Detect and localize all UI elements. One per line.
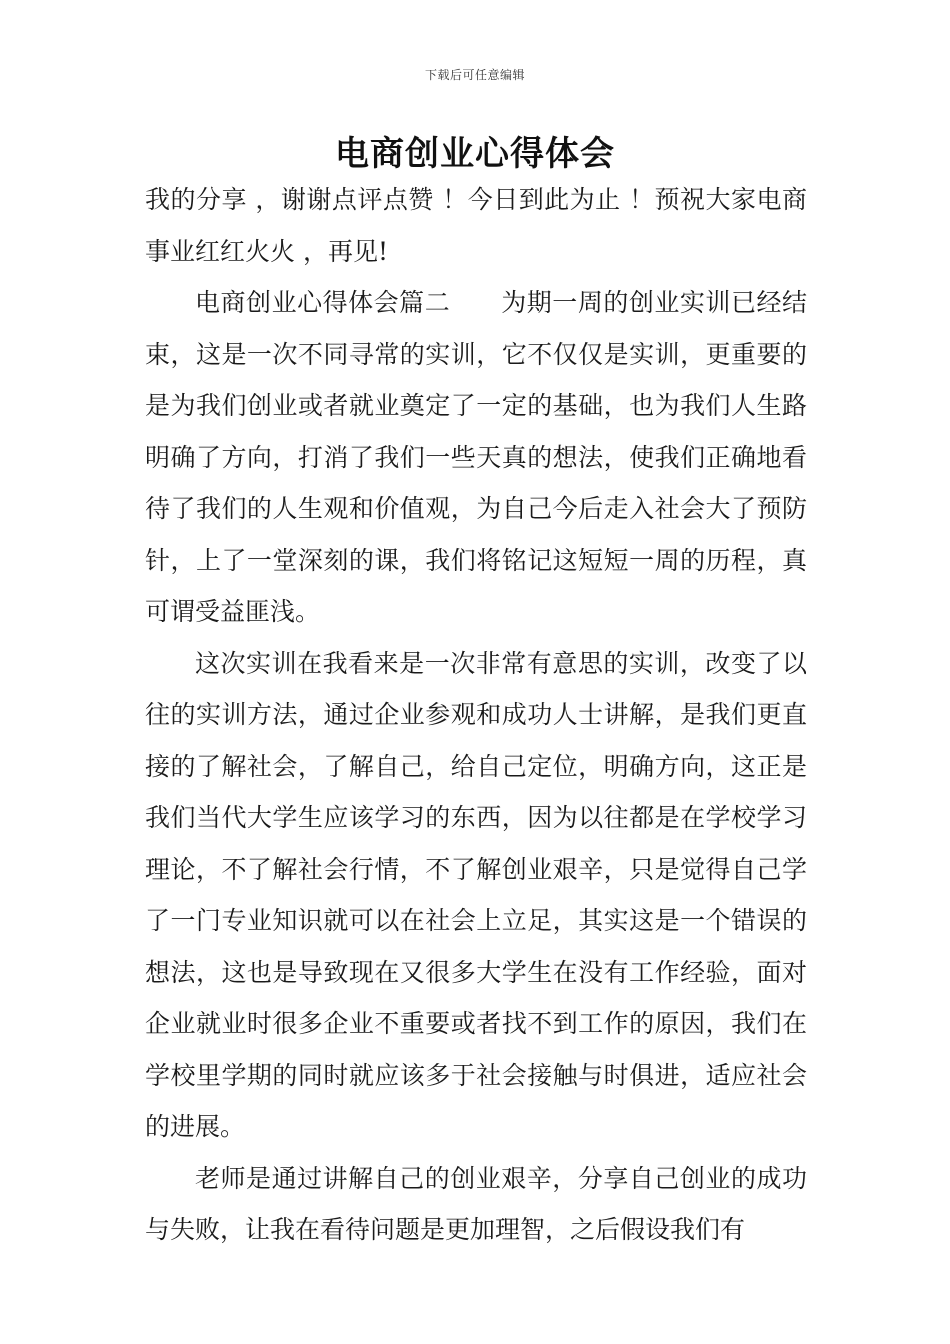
- paragraph-3: 这次实训在我看来是一次非常有意思的实训，改变了以往的实训方法，通过企业参观和成功人士讲解，是我们更直接的了解社会，了解自己，给自己定位，明确方向，这正是我们当代大学生应该学习的东西，因为以往都是在学校学习理论，不了解社会行情，不了解创业艰辛，只是觉得自己学了一门专业知识就可以在社会上立足，其实这是一个错误的想法，这也是导致现在又很多大学生在没有工作经验，面对企业就业时很多企业不重要或者找不到工作的原因，我们在学校里学期的同时就应该多于社会接触与时俱进，适应社会的进展。: [145, 648, 807, 1141]
- header-note: 下载后可任意编辑: [424, 68, 525, 82]
- paragraph-2: 电商创业心得体会篇二 为期一周的创业实训已经结束，这是一次不同寻常的实训，它不仅仅是实训，更重要的是为我们创业或者就业奠定了一定的基础，也为我们人生路明确了方向，打消了我们一些天真的想法，使我们正确地看待了我们的人生观和价值观，为自己今后走入社会大了预防针，上了一堂深刻的课，我们将铭记这短短一周的历程，真可谓受益匪浅。: [145, 288, 807, 626]
- document-title: 电商创业心得体会: [335, 134, 615, 174]
- paragraph-4: 老师是通过讲解自己的创业艰辛，分享自己创业的成功与失败，让我在看待问题是更加理智，之后假设我们有: [145, 1163, 807, 1244]
- paragraph-1: 我的分享 ，谢谢点评点赞 ！今日到此为止 ！预祝大家电商事业红红火火 ，再见!: [145, 185, 807, 266]
- document-body: [145, 174, 807, 1256]
